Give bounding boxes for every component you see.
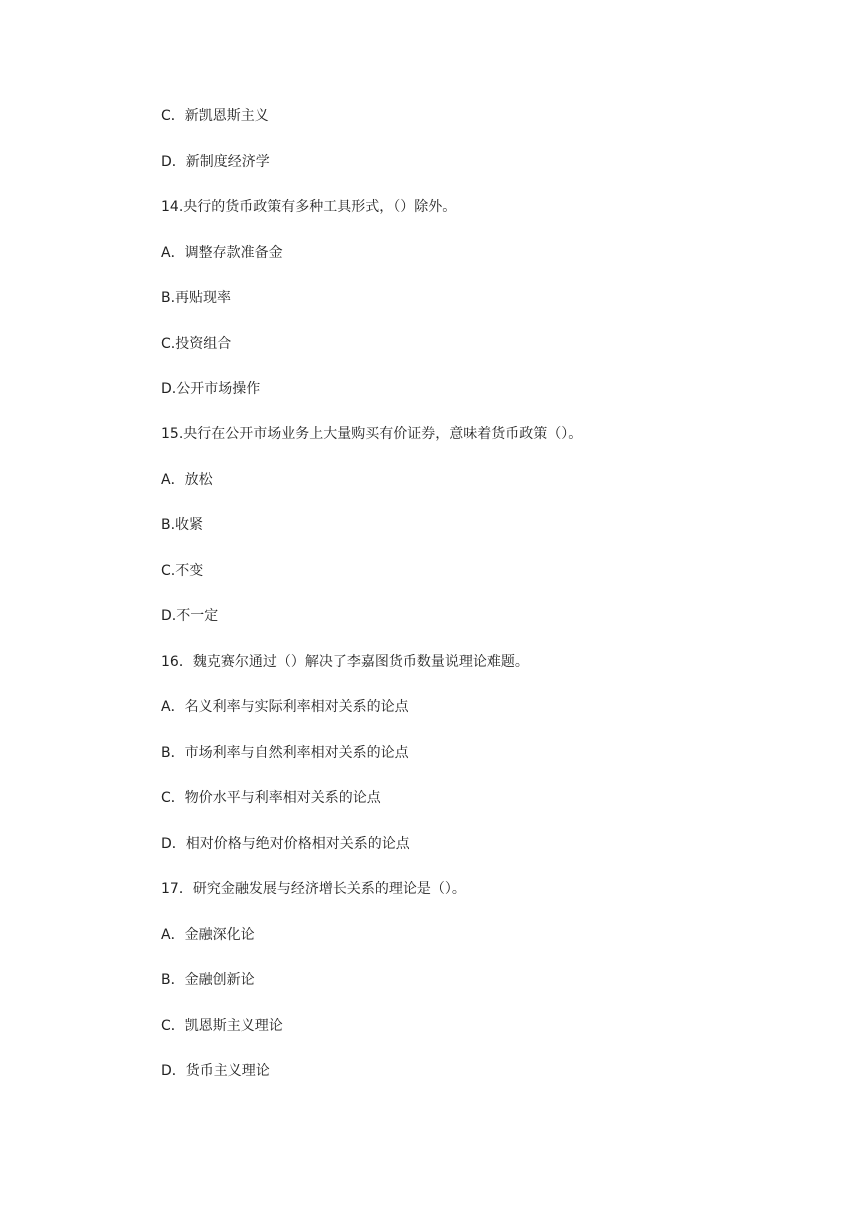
- option-b-q17: B．金融创新论: [161, 972, 255, 988]
- question-14: 14.央行的货币政策有多种工具形式，（）除外。: [161, 199, 457, 215]
- question-15: 15.央行在公开市场业务上大量购买有价证券，意味着货币政策（）。: [161, 426, 583, 442]
- option-a-q17: A．金融深化论: [161, 927, 255, 943]
- option-c-q14: C.投资组合: [161, 336, 232, 352]
- option-d-q13: D．新制度经济学: [161, 154, 270, 170]
- option-b-q15: B.收紧: [161, 517, 204, 533]
- question-16: 16．魏克赛尔通过（）解决了李嘉图货币数量说理论难题。: [161, 654, 529, 670]
- option-a-q15: A．放松: [161, 472, 213, 488]
- option-d-q15: D.不一定: [161, 608, 219, 624]
- option-d-q14: D.公开市场操作: [161, 381, 261, 397]
- option-a-q14: A．调整存款准备金: [161, 245, 283, 261]
- option-b-q14: B.再贴现率: [161, 290, 232, 306]
- option-c-q13: C．新凯恩斯主义: [161, 108, 269, 124]
- question-17: 17．研究金融发展与经济增长关系的理论是（）。: [161, 881, 466, 897]
- option-c-q17: C．凯恩斯主义理论: [161, 1018, 283, 1034]
- option-d-q17: D．货币主义理论: [161, 1063, 270, 1079]
- option-c-q15: C.不变: [161, 563, 204, 579]
- option-a-q16: A．名义利率与实际利率相对关系的论点: [161, 699, 409, 715]
- option-d-q16: D．相对价格与绝对价格相对关系的论点: [161, 836, 410, 852]
- option-b-q16: B．市场利率与自然利率相对关系的论点: [161, 745, 409, 761]
- option-c-q16: C．物价水平与利率相对关系的论点: [161, 790, 381, 806]
